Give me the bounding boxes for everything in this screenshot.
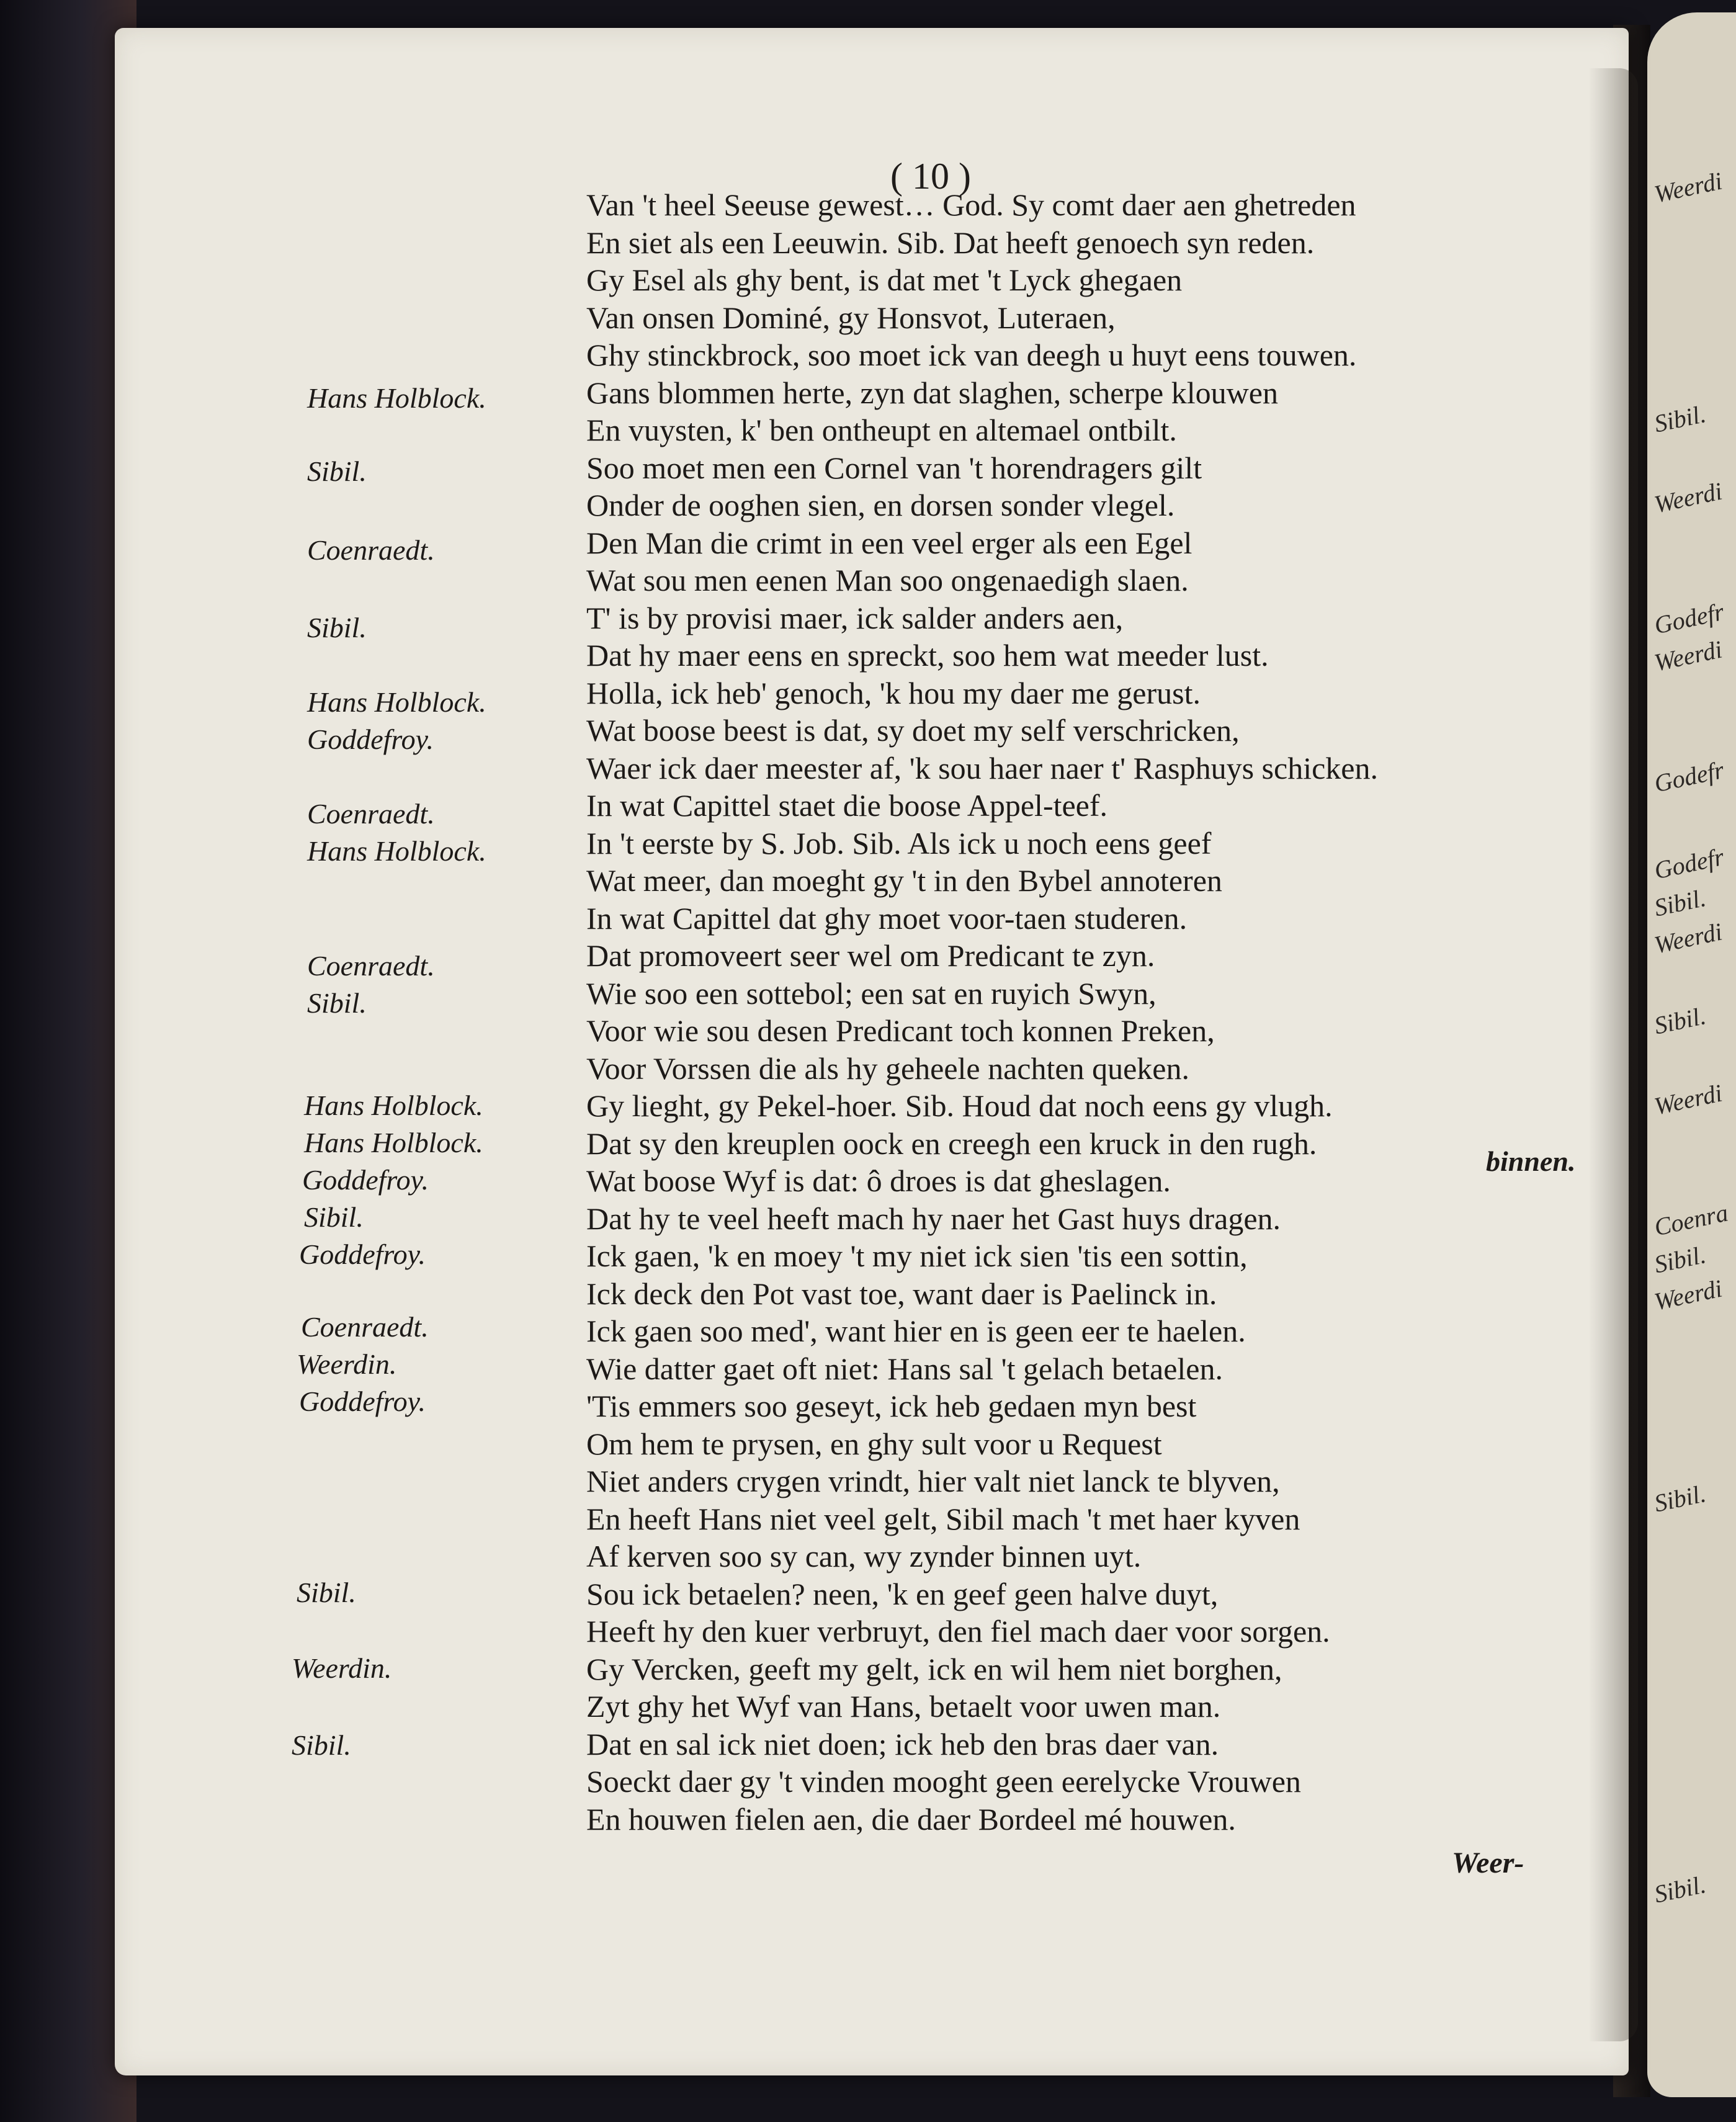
verse-line: Den Man die crimt in een veel erger als een Egel xyxy=(586,525,1192,560)
verse-line: Voor Vorssen die als hy geheele nachten queken. xyxy=(586,1050,1189,1086)
facing-speaker: Sibil. xyxy=(1652,884,1709,922)
verse-line: En vuysten, k' ben ontheupt en altemael ontbilt. xyxy=(586,413,1177,447)
speaker-label: Coenraedt. xyxy=(307,534,435,566)
speaker-label: Coenraedt. xyxy=(301,1311,429,1343)
verse-line: Soeckt daer gy 't vinden mooght geen eerelycke Vrouwen xyxy=(586,1764,1301,1799)
facing-speaker: Weerdi xyxy=(1652,477,1725,519)
verse-line: Wat meer, dan moeght gy 't in den Bybel annoteren xyxy=(586,863,1222,898)
facing-speaker: Godefr xyxy=(1652,755,1727,798)
verse-line: Van 't heel Seeuse gewest… God. Sy comt daer aen ghetreden xyxy=(586,187,1356,222)
verse-line: Voor wie sou desen Predicant toch konnen Preken, xyxy=(586,1013,1215,1048)
verse-text xyxy=(586,186,1542,1838)
facing-speaker: Godefr xyxy=(1652,842,1727,885)
speaker-label: Sibil. xyxy=(307,612,367,643)
verse-line: Wat boose Wyf is dat: ô droes is dat gheslagen. xyxy=(586,1163,1171,1198)
stage-direction: binnen. xyxy=(1486,1145,1576,1177)
verse-line: Niet anders crygen vrindt, hier valt niet lanck te blyven, xyxy=(586,1464,1280,1498)
verse-line: En heeft Hans niet veel gelt, Sibil mach 't met haer kyven xyxy=(586,1501,1300,1536)
speaker-label: Coenraedt. xyxy=(307,950,435,982)
verse-line: Gy Esel als ghy bent, is dat met 't Lyck ghegaen xyxy=(586,262,1183,297)
speaker-label: Sibil. xyxy=(307,455,367,487)
verse-line: Soo moet men een Cornel van 't horendragers gilt xyxy=(586,450,1202,485)
verse-line: Dat promoveert seer wel om Predicant te zyn. xyxy=(586,938,1155,973)
facing-speaker: Sibil. xyxy=(1652,1479,1709,1518)
verse-line: Af kerven soo sy can, wy zynder binnen uyt. xyxy=(586,1539,1142,1574)
verse-line: Dat hy te veel heeft mach hy naer het Gast huys dragen. xyxy=(586,1201,1281,1236)
facing-page-edge xyxy=(1647,12,1736,2097)
facing-speaker: Sibil. xyxy=(1652,1240,1709,1279)
speaker-label: Sibil. xyxy=(292,1729,351,1761)
verse-line: Gy lieght, gy Pekel-hoer. Sib. Houd dat noch eens gy vlugh. xyxy=(586,1088,1333,1123)
verse-line: Van onsen Dominé, gy Honsvot, Luteraen, xyxy=(586,300,1116,335)
speaker-label: Goddefroy. xyxy=(302,1164,429,1196)
verse-line: Sou ick betaelen? neen, 'k en geef geen halve duyt, xyxy=(586,1576,1219,1611)
verse-line: Zyt ghy het Wyf van Hans, betaelt voor uwen man. xyxy=(586,1689,1221,1724)
verse-line: Ghy stinckbrock, soo moet ick van deegh u huyt eens touwen. xyxy=(586,338,1357,372)
speaker-label: Hans Holblock. xyxy=(307,835,486,867)
verse-line: 'Tis emmers soo geseyt, ick heb gedaen myn best xyxy=(586,1389,1197,1423)
facing-speaker: Weerdi xyxy=(1652,166,1725,208)
speaker-label: Weerdin. xyxy=(297,1348,397,1380)
verse-line: Dat en sal ick niet doen; ick heb den bras daer van. xyxy=(586,1726,1219,1762)
verse-line: Ick gaen, 'k en moey 't my niet ick sien 'tis een sottin, xyxy=(586,1238,1248,1273)
facing-speaker: Sibil. xyxy=(1652,400,1709,438)
verse-line: Heeft hy den kuer verbruyt, den fiel mach daer voor sorgen. xyxy=(586,1614,1330,1649)
verse-line: Waer ick daer meester af, 'k sou haer naer t' Rasphuys schicken. xyxy=(586,750,1378,786)
facing-speaker: Weerdi xyxy=(1652,635,1725,677)
facing-speaker: Weerdi xyxy=(1652,917,1725,959)
verse-line: Onder de ooghen sien, en dorsen sonder vlegel. xyxy=(586,488,1175,522)
verse-line: T' is by provisi maer, ick salder anders aen, xyxy=(586,600,1124,635)
speaker-label: Coenraedt. xyxy=(307,798,435,830)
verse-line: Dat sy den kreuplen oock en creegh een kruck in den rugh. xyxy=(586,1126,1317,1161)
page-curl-shadow xyxy=(1588,68,1638,2041)
facing-speaker: Weerdi xyxy=(1652,1274,1725,1316)
facing-speaker: Coenra xyxy=(1652,1198,1731,1242)
speaker-label: Sibil. xyxy=(297,1577,356,1608)
verse-line: In wat Capittel staet die boose Appel-teef. xyxy=(586,788,1108,823)
speaker-label: Goddefroy. xyxy=(299,1386,426,1417)
speaker-label: Hans Holblock. xyxy=(304,1090,483,1121)
verse-line: Ick deck den Pot vast toe, want daer is Paelinck in. xyxy=(586,1276,1217,1311)
speaker-label: Hans Holblock. xyxy=(307,382,486,414)
facing-speaker: Sibil. xyxy=(1652,1870,1709,1909)
verse-line: Wat sou men eenen Man soo ongenaedigh slaen. xyxy=(586,563,1189,598)
verse-line: En houwen fielen aen, die daer Bordeel mé houwen. xyxy=(586,1801,1236,1837)
page-number: ( 10 ) xyxy=(890,156,971,197)
verse-line: Gans blommen herte, zyn dat slaghen, scherpe klouwen xyxy=(586,375,1278,410)
verse-line: Holla, ick heb' genoch, 'k hou my daer me gerust. xyxy=(586,675,1201,710)
verse-line: Wie datter gaet oft niet: Hans sal 't gelach betaelen. xyxy=(586,1351,1224,1386)
facing-speaker: Weerdi xyxy=(1652,1078,1725,1121)
speaker-label: Goddefroy. xyxy=(307,723,434,755)
verse-line: Om hem te prysen, en ghy sult voor u Request xyxy=(586,1426,1162,1461)
verse-line: In 't eerste by S. Job. Sib. Als ick u noch eens geef xyxy=(586,825,1212,861)
speaker-label: Sibil. xyxy=(304,1201,364,1233)
speaker-label: Hans Holblock. xyxy=(307,686,486,718)
facing-speaker: Godefr xyxy=(1652,597,1727,640)
speaker-label: Sibil. xyxy=(307,987,367,1019)
facing-speaker: Sibil. xyxy=(1652,1001,1709,1040)
speaker-label: Hans Holblock. xyxy=(304,1127,483,1158)
verse-line: Wie soo een sottebol; een sat en ruyich Swyn, xyxy=(586,975,1157,1011)
verse-line: Dat hy maer eens en spreckt, soo hem wat meeder lust. xyxy=(586,638,1269,673)
speaker-label: Weerdin. xyxy=(292,1652,392,1684)
speaker-label: Goddefroy. xyxy=(299,1238,426,1270)
verse-line: In wat Capittel dat ghy moet voor-taen studeren. xyxy=(586,900,1188,936)
verse-line: Ick gaen soo med', want hier en is geen eer te haelen. xyxy=(586,1314,1246,1348)
verse-line: Wat boose beest is dat, sy doet my self verschricken, xyxy=(586,713,1240,748)
verse-line: Gy Vercken, geeft my gelt, ick en wil hem niet borghen, xyxy=(586,1651,1282,1686)
catchword: Weer- xyxy=(1452,1847,1524,1879)
verse-line: En siet als een Leeuwin. Sib. Dat heeft genoech syn reden. xyxy=(586,225,1315,260)
